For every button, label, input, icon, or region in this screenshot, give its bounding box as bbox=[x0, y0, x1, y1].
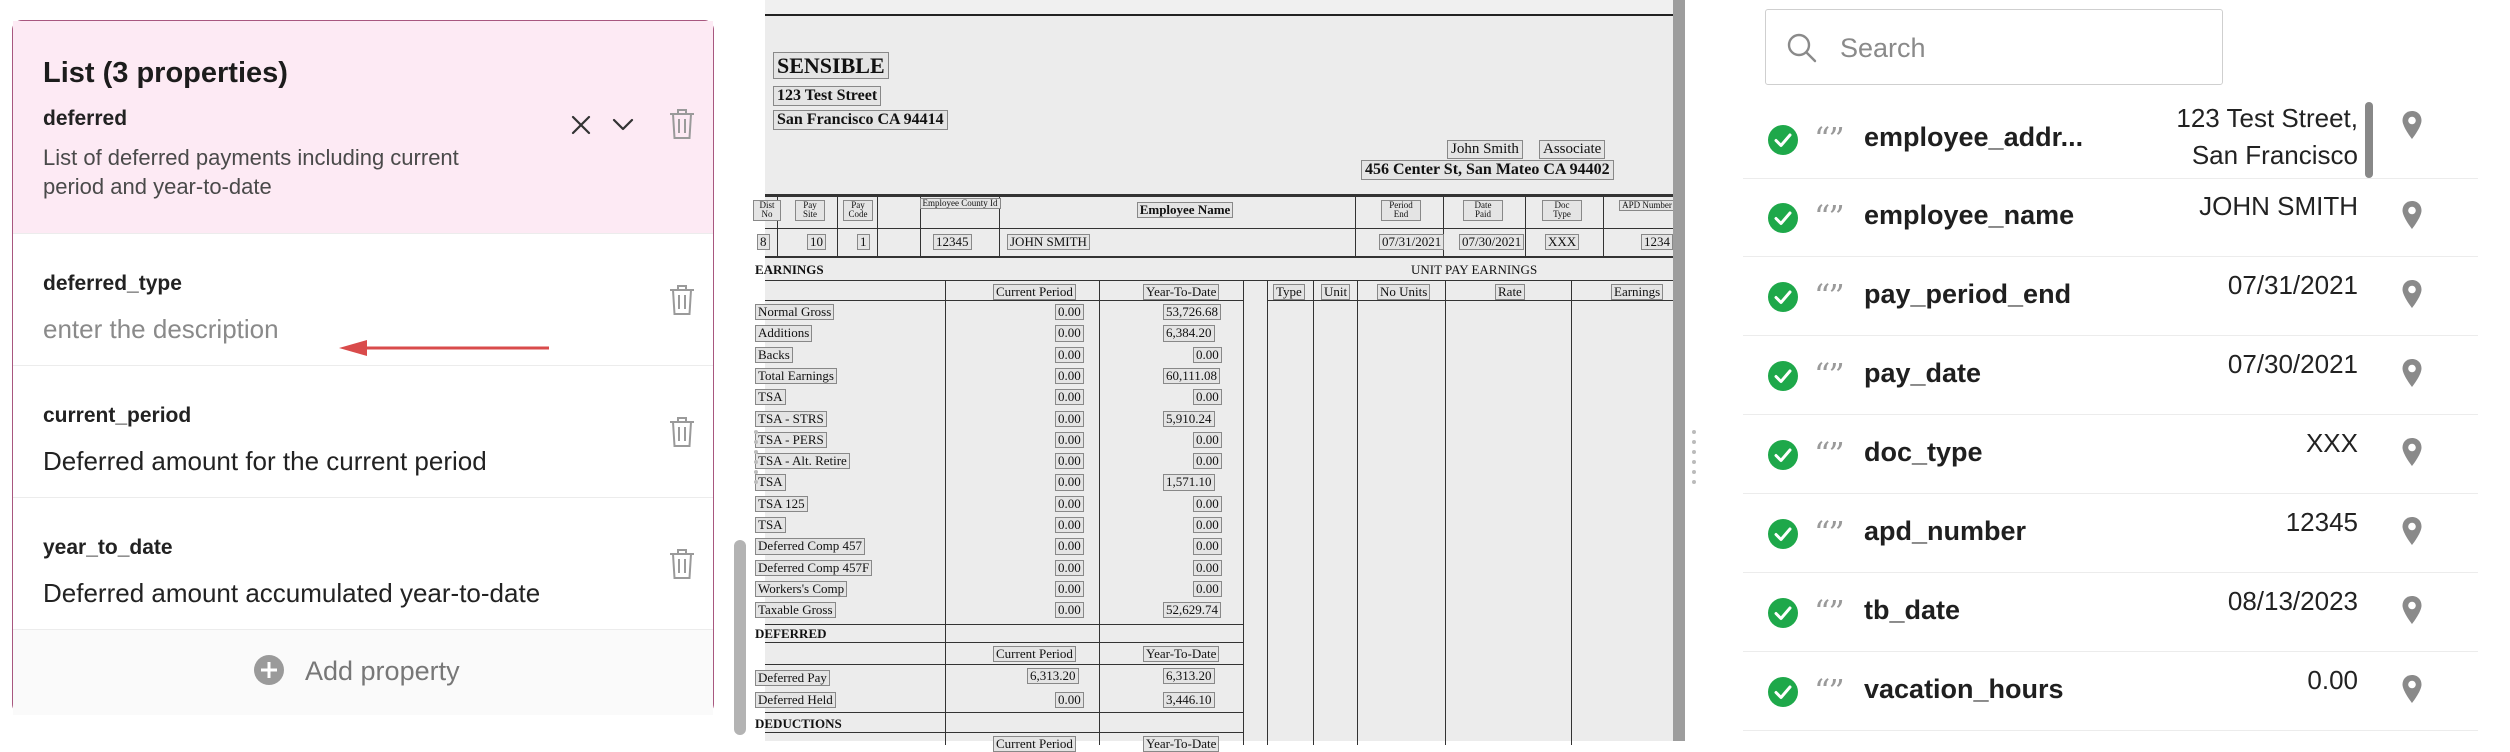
doc-row-ytd: 0.00 bbox=[1193, 517, 1222, 533]
doc-row-current: 0.00 bbox=[1055, 368, 1084, 384]
location-pin-icon[interactable] bbox=[2401, 110, 2423, 140]
pay-stub-document bbox=[755, 14, 1675, 751]
doc-cell: 1234 bbox=[1641, 234, 1673, 250]
field-value[interactable] bbox=[2286, 504, 2358, 541]
field-value-line: 07/30/2021 bbox=[2227, 349, 2358, 379]
doc-row-ytd: 0.00 bbox=[1193, 581, 1222, 597]
field-value[interactable] bbox=[2199, 188, 2358, 225]
doc-company: SENSIBLE bbox=[773, 52, 889, 79]
quote-icon: “” bbox=[1814, 356, 1843, 394]
sub-property-description[interactable]: Deferred amount accumulated year-to-date bbox=[43, 578, 541, 608]
field-row[interactable] bbox=[1743, 573, 2478, 652]
doc-row-ytd: 3,446.10 bbox=[1163, 692, 1215, 708]
quote-icon: “” bbox=[1814, 198, 1843, 236]
doc-col-header: Dist No bbox=[753, 200, 781, 221]
doc-col-header: Period End bbox=[1381, 200, 1421, 221]
doc-cell: 8 bbox=[757, 234, 770, 250]
doc-row-label: Total Earnings bbox=[755, 368, 837, 384]
check-circle-icon bbox=[1767, 360, 1799, 392]
doc-section-deferred: DEFERRED bbox=[755, 626, 827, 641]
field-row[interactable] bbox=[1743, 257, 2478, 336]
doc-cell: 1 bbox=[857, 234, 870, 250]
sub-property-name: deferred_type bbox=[43, 272, 182, 295]
location-pin-icon[interactable] bbox=[2401, 674, 2423, 704]
check-circle-icon bbox=[1767, 597, 1799, 629]
trash-icon[interactable] bbox=[667, 283, 697, 317]
check-circle-icon bbox=[1767, 676, 1799, 708]
annotation-arrow-icon bbox=[339, 339, 551, 357]
doc-cell: 07/30/2021 bbox=[1459, 234, 1524, 250]
doc-unit-col: Rate bbox=[1495, 284, 1525, 300]
doc-col-current: Current Period bbox=[993, 646, 1076, 662]
doc-row-current: 0.00 bbox=[1055, 474, 1084, 490]
location-pin-icon[interactable] bbox=[2401, 279, 2423, 309]
property-header[interactable] bbox=[13, 21, 713, 233]
field-name: apd_number bbox=[1864, 516, 2027, 546]
field-row[interactable] bbox=[1743, 415, 2478, 494]
quote-icon: “” bbox=[1814, 514, 1843, 552]
doc-row-ytd: 0.00 bbox=[1193, 496, 1222, 512]
doc-row-ytd: 52,629.74 bbox=[1163, 602, 1221, 618]
doc-row-label: TSA bbox=[755, 517, 786, 533]
doc-row-ytd: 0.00 bbox=[1193, 453, 1222, 469]
doc-row-ytd: 6,313.20 bbox=[1163, 668, 1215, 684]
doc-col-header: APD Number bbox=[1617, 200, 1677, 211]
doc-unit-col: Unit bbox=[1321, 284, 1350, 300]
field-value-line: JOHN SMITH bbox=[2199, 191, 2358, 221]
doc-row-current: 0.00 bbox=[1055, 325, 1084, 341]
doc-section-earnings: EARNINGS bbox=[755, 262, 824, 277]
field-row[interactable] bbox=[1743, 178, 2478, 257]
doc-row-label: Additions bbox=[755, 325, 812, 341]
doc-row-label: TSA - Alt. Retire bbox=[755, 453, 850, 469]
location-pin-icon[interactable] bbox=[2401, 516, 2423, 546]
trash-icon[interactable] bbox=[667, 415, 697, 449]
field-row[interactable] bbox=[1743, 100, 2478, 179]
extracted-fields-panel bbox=[1705, 0, 2510, 741]
quote-icon: “” bbox=[1814, 120, 1843, 158]
doc-row-ytd: 0.00 bbox=[1193, 538, 1222, 554]
doc-row-current: 0.00 bbox=[1055, 581, 1084, 597]
doc-row-label: TSA bbox=[755, 389, 786, 405]
property-description[interactable]: List of deferred payments including current period and year-to-date bbox=[43, 145, 459, 199]
field-value-line: 07/31/2021 bbox=[2227, 270, 2358, 300]
field-value-line: San Francisco bbox=[2191, 140, 2358, 170]
field-value-line: 123 Test Street, bbox=[2176, 103, 2358, 133]
doc-row-ytd: 53,726.68 bbox=[1163, 304, 1221, 320]
doc-row-label: Backs bbox=[755, 347, 793, 363]
doc-unit-col: Earnings bbox=[1611, 284, 1663, 300]
search-icon bbox=[1786, 32, 1818, 64]
field-value[interactable] bbox=[2228, 583, 2358, 620]
quote-icon: “” bbox=[1814, 593, 1843, 631]
field-name: employee_addr... bbox=[1864, 122, 2084, 152]
doc-row-ytd: 6,384.20 bbox=[1163, 325, 1215, 341]
sub-property-current-period[interactable] bbox=[13, 365, 713, 497]
sub-property-name: current_period bbox=[43, 404, 192, 427]
doc-address-line1: 123 Test Street bbox=[773, 86, 881, 106]
plus-circle-icon bbox=[253, 654, 285, 686]
doc-unit-col: No Units bbox=[1377, 284, 1430, 300]
resize-handle-left[interactable] bbox=[754, 430, 762, 486]
doc-employee-address: 456 Center St, San Mateo CA 94402 bbox=[1361, 160, 1614, 180]
description-input[interactable]: enter the description bbox=[43, 314, 279, 344]
doc-section-unit-pay: UNIT PAY EARNINGS bbox=[1411, 262, 1538, 277]
doc-row-current: 0.00 bbox=[1055, 692, 1084, 708]
check-circle-icon bbox=[1767, 202, 1799, 234]
field-value-line: 0.00 bbox=[2307, 665, 2358, 695]
field-name: tb_date bbox=[1864, 595, 1961, 625]
search-box[interactable] bbox=[1765, 9, 2223, 85]
doc-row-label: TSA - STRS bbox=[755, 411, 827, 427]
doc-row-label: Workers's Comp bbox=[755, 581, 847, 597]
doc-cell: XXX bbox=[1545, 234, 1579, 250]
doc-row-label: Deferred Comp 457 bbox=[755, 538, 865, 554]
doc-row-label: Deferred Pay bbox=[755, 670, 830, 686]
doc-col-current: Current Period bbox=[993, 736, 1076, 752]
property-editor-panel bbox=[12, 20, 714, 714]
doc-row-ytd: 0.00 bbox=[1193, 347, 1222, 363]
doc-unit-col: Type bbox=[1273, 284, 1305, 300]
doc-row-current: 0.00 bbox=[1055, 538, 1084, 554]
doc-cell: 07/31/2021 bbox=[1379, 234, 1444, 250]
doc-row-current: 0.00 bbox=[1055, 602, 1084, 618]
doc-address-line2: San Francisco CA 94414 bbox=[773, 110, 948, 130]
doc-col-header: Date Paid bbox=[1463, 200, 1503, 221]
field-name: vacation_hours bbox=[1864, 674, 2064, 704]
field-value[interactable] bbox=[2307, 662, 2358, 699]
document-scrollbar[interactable] bbox=[1673, 0, 1685, 741]
doc-employee-role: Associate bbox=[1539, 140, 1605, 159]
doc-row-current: 6,313.20 bbox=[1027, 668, 1079, 684]
doc-employee-name: John Smith bbox=[1447, 140, 1523, 159]
doc-row-ytd: 5,910.24 bbox=[1163, 411, 1215, 427]
location-pin-icon[interactable] bbox=[2401, 200, 2423, 230]
document-viewer[interactable] bbox=[755, 0, 1675, 751]
doc-row-label: TSA bbox=[755, 474, 786, 490]
resize-handle-right[interactable] bbox=[1692, 430, 1700, 486]
field-row[interactable] bbox=[1743, 494, 2478, 573]
doc-row-current: 0.00 bbox=[1055, 560, 1084, 576]
doc-row-current: 0.00 bbox=[1055, 432, 1084, 448]
check-circle-icon bbox=[1767, 439, 1799, 471]
check-circle-icon bbox=[1767, 518, 1799, 550]
field-value-line: 12345 bbox=[2285, 507, 2358, 537]
doc-row-current: 0.00 bbox=[1055, 304, 1084, 320]
field-row[interactable] bbox=[1743, 652, 2478, 731]
field-row[interactable] bbox=[1743, 336, 2478, 415]
doc-row-current: 0.00 bbox=[1055, 347, 1084, 363]
field-value[interactable] bbox=[2228, 346, 2358, 383]
field-value[interactable] bbox=[2228, 267, 2358, 304]
doc-row-current: 0.00 bbox=[1055, 453, 1084, 469]
close-icon[interactable] bbox=[568, 112, 594, 138]
doc-col-header: Employee County Id bbox=[915, 198, 1005, 209]
left-scrollbar[interactable] bbox=[734, 540, 746, 735]
add-property-label: Add property bbox=[305, 656, 460, 686]
field-value[interactable] bbox=[2176, 100, 2358, 174]
location-pin-icon[interactable] bbox=[2401, 437, 2423, 467]
doc-row-label: Deferred Held bbox=[755, 692, 836, 708]
list-title: List (3 properties) bbox=[43, 57, 288, 89]
doc-col-ytd: Year-To-Date bbox=[1143, 736, 1219, 752]
field-name: pay_period_end bbox=[1864, 279, 2072, 309]
trash-icon[interactable] bbox=[667, 107, 697, 141]
add-property-button[interactable] bbox=[13, 629, 713, 715]
doc-row-current: 0.00 bbox=[1055, 517, 1084, 533]
doc-row-ytd: 0.00 bbox=[1193, 560, 1222, 576]
doc-col-header: Doc Type bbox=[1542, 200, 1582, 221]
field-name: doc_type bbox=[1864, 437, 1983, 467]
doc-row-label: TSA - PERS bbox=[755, 432, 827, 448]
quote-icon: “” bbox=[1814, 277, 1843, 315]
location-pin-icon[interactable] bbox=[2401, 595, 2423, 625]
trash-icon[interactable] bbox=[667, 547, 697, 581]
doc-row-label: Deferred Comp 457F bbox=[755, 560, 872, 576]
doc-col-header: Pay Site bbox=[795, 200, 825, 221]
doc-row-current: 0.00 bbox=[1055, 496, 1084, 512]
doc-col-ytd: Year-To-Date bbox=[1143, 646, 1219, 662]
location-pin-icon[interactable] bbox=[2401, 358, 2423, 388]
value-scrollbar[interactable] bbox=[2365, 102, 2373, 178]
doc-cell: 12345 bbox=[933, 234, 972, 250]
doc-col-header: Employee Name bbox=[1085, 202, 1285, 218]
doc-row-ytd: 60,111.08 bbox=[1163, 368, 1220, 384]
field-name: pay_date bbox=[1864, 358, 1982, 388]
sub-property-description[interactable]: Deferred amount for the current period bbox=[43, 446, 487, 476]
doc-cell: JOHN SMITH bbox=[1007, 234, 1090, 250]
doc-row-label: Taxable Gross bbox=[755, 602, 836, 618]
doc-row-current: 0.00 bbox=[1055, 411, 1084, 427]
sub-property-year-to-date[interactable] bbox=[13, 497, 713, 629]
field-value[interactable] bbox=[2306, 425, 2358, 462]
doc-cell: 10 bbox=[807, 234, 826, 250]
field-value-line: XXX bbox=[2305, 428, 2358, 458]
check-circle-icon bbox=[1767, 124, 1799, 156]
check-circle-icon bbox=[1767, 281, 1799, 313]
doc-row-label: TSA 125 bbox=[755, 496, 808, 512]
field-value-line: 08/13/2023 bbox=[2227, 586, 2358, 616]
doc-col-current: Current Period bbox=[993, 284, 1076, 300]
sub-property-name: year_to_date bbox=[43, 536, 173, 559]
doc-col-header: Pay Code bbox=[843, 200, 873, 221]
quote-icon: “” bbox=[1814, 672, 1843, 710]
doc-row-ytd: 1,571.10 bbox=[1163, 474, 1215, 490]
doc-row-current: 0.00 bbox=[1055, 389, 1084, 405]
doc-section-deductions: DEDUCTIONS bbox=[755, 716, 842, 731]
chevron-down-icon[interactable] bbox=[610, 115, 636, 135]
search-input[interactable] bbox=[1840, 28, 2200, 68]
doc-row-ytd: 0.00 bbox=[1193, 389, 1222, 405]
doc-col-ytd: Year-To-Date bbox=[1143, 284, 1219, 300]
quote-icon: “” bbox=[1814, 435, 1843, 473]
property-name[interactable]: deferred bbox=[43, 107, 128, 130]
doc-row-label: Normal Gross bbox=[755, 304, 834, 320]
doc-row-ytd: 0.00 bbox=[1193, 432, 1222, 448]
field-name: employee_name bbox=[1864, 200, 2075, 230]
